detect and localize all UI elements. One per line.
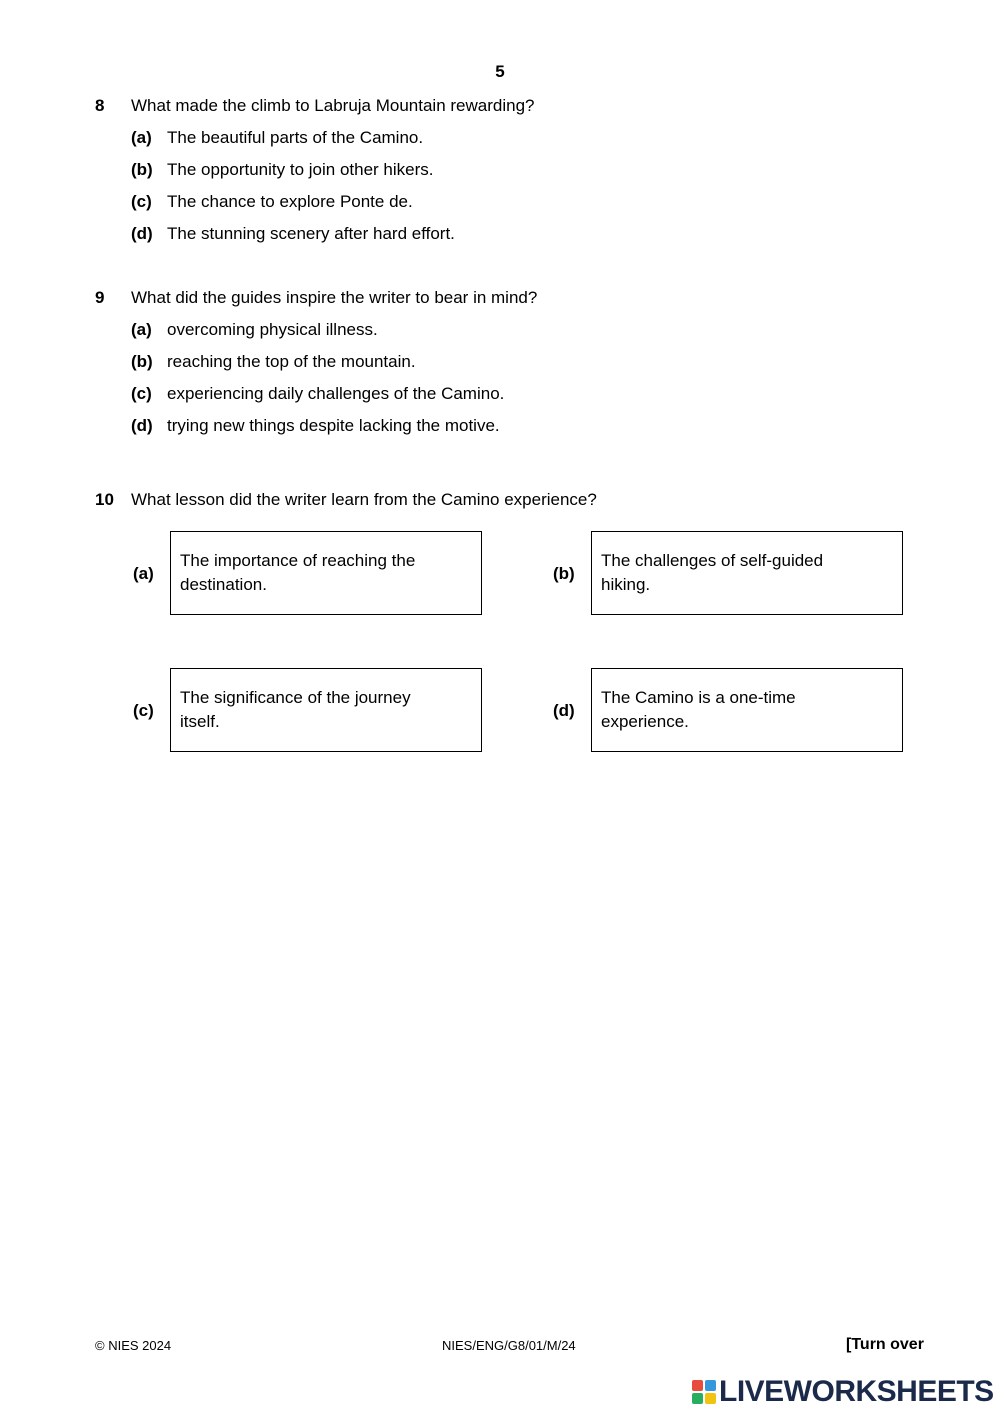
question-9-option-d[interactable]: trying new things despite lacking the motive. [167,416,500,435]
question-10-option-d-label: (d) [553,701,575,720]
question-8-option-d[interactable]: The stunning scenery after hard effort. [167,224,455,243]
question-10-option-b-box[interactable] [591,531,903,615]
question-10-option-c-line1: The significance of the journey [180,688,411,707]
question-10-option-b-line1: The challenges of self-guided [601,551,824,570]
question-8-option-c-label: (c) [131,192,152,211]
question-10-option-a-line2: destination. [180,575,267,594]
footer-paper-code: NIES/ENG/G8/01/M/24 [442,1338,576,1353]
question-9-option-a[interactable]: overcoming physical illness. [167,320,378,339]
question-9-option-b-label: (b) [131,352,153,371]
liveworksheets-wordmark: LIVEWORKSHEETS [719,1375,994,1408]
question-10-option-a-box[interactable] [170,531,482,615]
question-8-option-a[interactable]: The beautiful parts of the Camino. [167,128,424,147]
question-10-option-b-label: (b) [553,564,575,583]
question-10-option-a-line1: The importance of reaching the [180,551,416,570]
question-8-option-a-label: (a) [131,128,152,147]
question-10-option-c-line2: itself. [180,712,220,731]
question-9-option-c-label: (c) [131,384,152,403]
question-8-option-b-label: (b) [131,160,153,179]
question-8-option-d-label: (d) [131,224,153,243]
question-10-number: 10 [95,490,114,509]
question-9-number: 9 [95,288,105,307]
question-8-option-c[interactable]: The chance to explore Ponte de. [167,192,413,211]
question-8-text: What made the climb to Labruja Mountain rewarding? [131,96,535,115]
question-10-option-b-line2: hiking. [601,575,651,594]
question-9-option-c[interactable]: experiencing daily challenges of the Camino. [167,384,505,403]
liveworksheets-mark-icon [692,1380,716,1404]
page-number: 5 [495,62,505,81]
question-10-option-c-box[interactable] [170,668,482,752]
question-8-option-b[interactable]: The opportunity to join other hikers. [167,160,434,179]
question-9-option-d-label: (d) [131,416,153,435]
footer-copyright: © NIES 2024 [95,1338,172,1353]
question-10-option-d-box[interactable] [591,668,903,752]
liveworksheets-logo[interactable] [692,1376,994,1408]
question-9-option-a-label: (a) [131,320,152,339]
turn-over-note: [Turn over [846,1336,924,1353]
question-8-number: 8 [95,96,105,115]
question-10-option-d-line1: The Camino is a one-time [601,688,796,707]
question-10-option-a-label: (a) [133,564,154,583]
question-9-option-b[interactable]: reaching the top of the mountain. [167,352,416,371]
question-9-text: What did the guides inspire the writer to bear in mind? [131,288,538,307]
question-10-option-d-line2: experience. [601,712,689,731]
question-10-text: What lesson did the writer learn from the Camino experience? [131,490,597,509]
question-10-option-c-label: (c) [133,701,154,720]
